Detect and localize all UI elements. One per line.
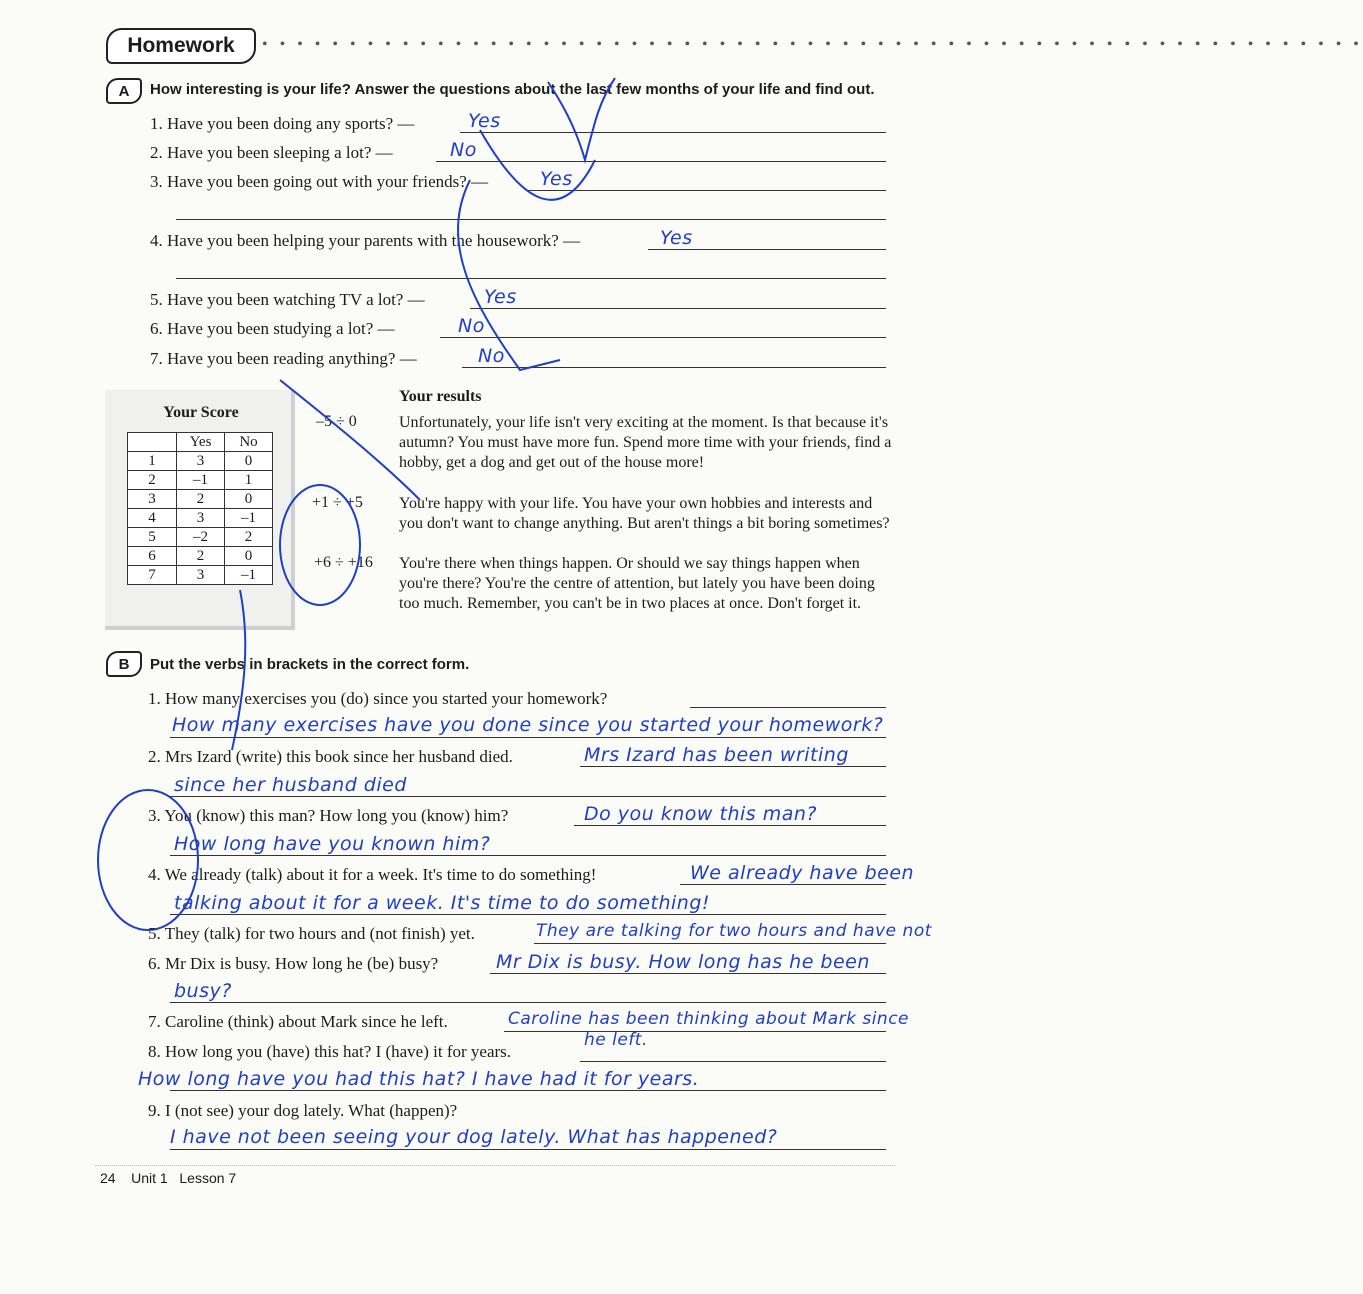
result-text-1: Unfortunately, your life isn't very exciting at the moment. Is that because it's autumn? You must have more fun. Spend more time with your friends, find a hobby, get a dog and get out of the house more! <box>399 414 892 471</box>
question-b9: 9. I (not see) your dog lately. What (happen)? <box>148 1101 458 1120</box>
question-b5: 5. They (talk) for two hours and (not finish) yet. <box>148 924 475 943</box>
answer-b3-line1[interactable]: Do you know this man? <box>584 803 817 825</box>
table-cell: 3 <box>177 509 225 528</box>
table-cell: –1 <box>177 471 225 490</box>
answer-b2-line1[interactable]: Mrs Izard has been writing <box>584 744 849 766</box>
page-number: 24 <box>100 1170 116 1186</box>
answer-a2[interactable]: No <box>450 139 477 161</box>
table-cell: 0 <box>225 490 273 509</box>
lesson-label: Lesson 7 <box>179 1170 237 1186</box>
question-a7: 7. Have you been reading anything? — <box>150 349 417 368</box>
question-b6: 6. Mr Dix is busy. How long he (be) busy? <box>148 954 439 973</box>
answer-b4-line1[interactable]: We already have been <box>690 862 915 884</box>
table-cell: 2 <box>225 528 273 547</box>
table-cell: 3 <box>177 452 225 471</box>
section-b-badge: B <box>106 651 142 677</box>
table-cell: 0 <box>225 452 273 471</box>
table-header-cell: No <box>225 433 273 452</box>
answer-b6-line1[interactable]: Mr Dix is busy. How long has he been <box>496 951 870 973</box>
answer-b9[interactable]: I have not been seeing your dog lately. What has happened? <box>170 1126 778 1148</box>
table-cell: 2 <box>177 490 225 509</box>
table-cell: 6 <box>128 547 177 566</box>
question-b8: 8. How long you (have) this hat? I (have) it for years. <box>148 1042 512 1061</box>
table-cell: 2 <box>177 547 225 566</box>
answer-b3-line2[interactable]: How long have you known him? <box>174 833 491 855</box>
answer-b1[interactable]: How many exercises have you done since you started your homework? <box>172 714 884 736</box>
table-cell: –1 <box>225 566 273 585</box>
table-cell: 7 <box>128 566 177 585</box>
circle-mark <box>280 485 360 605</box>
table-cell: –1 <box>225 509 273 528</box>
result-range-3: +6 ÷ +16 <box>314 554 373 571</box>
result-text-3: You're there when things happen. Or should we say things happen when you're there? You're the centre of attention, but lately you have been doing too much. Remember, you can't be in two places at once. Don't forget it. <box>399 555 875 612</box>
table-cell: 1 <box>128 452 177 471</box>
answer-a3[interactable]: Yes <box>540 168 573 190</box>
table-cell: –2 <box>177 528 225 547</box>
score-title: Your Score <box>163 404 239 421</box>
question-a6: 6. Have you been studying a lot? — <box>150 319 395 338</box>
section-a-instruction: How interesting is your life? Answer the questions about the last few months of your life and find out. <box>150 81 875 98</box>
answer-a4[interactable]: Yes <box>660 227 693 249</box>
answer-a5[interactable]: Yes <box>484 286 517 308</box>
table-cell: 3 <box>128 490 177 509</box>
grade-stroke <box>232 590 245 750</box>
page-footer <box>100 1170 236 1186</box>
grade-stroke <box>458 180 560 370</box>
answer-b8-line2[interactable]: How long have you had this hat? I have had it for years. <box>138 1068 700 1090</box>
question-a4: 4. Have you been helping your parents with the housework? — <box>150 231 581 250</box>
question-b1: 1. How many exercises you (do) since you started your homework? <box>148 689 608 708</box>
answer-b5[interactable]: They are talking for two hours and have not <box>536 921 932 941</box>
question-a3: 3. Have you been going out with your friends? — <box>150 172 489 191</box>
question-b2: 2. Mrs Izard (write) this book since her husband died. <box>148 747 513 766</box>
table-cell: 1 <box>225 471 273 490</box>
table-cell: 2 <box>128 471 177 490</box>
footer-rule <box>95 1165 895 1166</box>
grade-stroke <box>280 380 420 500</box>
answer-b4-line2[interactable]: talking about it for a week. It's time to do something! <box>174 892 711 914</box>
header-dotted-rule: • • • • • • • • • • • • • • • • • • • • • • • • • • • • • • • • • • • • • • • • • • • • • • • • • • • • • • • • • • • • • • • <box>262 36 1363 53</box>
section-b-instruction: Put the verbs in brackets in the correct form. <box>150 656 470 673</box>
checkmark-stroke <box>548 78 615 160</box>
question-b4: 4. We already (talk) about it for a week. It's time to do something! <box>148 865 597 884</box>
unit-label: Unit 1 <box>131 1170 168 1186</box>
answer-a1[interactable]: Yes <box>468 110 501 132</box>
table-cell: 3 <box>177 566 225 585</box>
answer-b2-line2[interactable]: since her husband died <box>174 774 407 796</box>
question-a1: 1. Have you been doing any sports? — <box>150 114 415 133</box>
result-text-2: You're happy with your life. You have your own hobbies and interests and you don't want to change anything. But aren't things a bit boring sometimes? <box>399 495 890 532</box>
results-title: Your results <box>399 388 482 405</box>
question-a2: 2. Have you been sleeping a lot? — <box>150 143 393 162</box>
circle-mark <box>98 790 198 930</box>
homework-title: Homework <box>106 28 256 64</box>
section-a-badge: A <box>106 78 142 104</box>
answer-a6[interactable]: No <box>458 315 485 337</box>
table-header-cell: Yes <box>177 433 225 452</box>
table-cell: 4 <box>128 509 177 528</box>
question-a5: 5. Have you been watching TV a lot? — <box>150 290 425 309</box>
answer-b7[interactable]: Caroline has been thinking about Mark since <box>508 1009 910 1029</box>
result-range-1: –5 ÷ 0 <box>316 413 357 430</box>
answer-a7[interactable]: No <box>478 345 505 367</box>
question-b7: 7. Caroline (think) about Mark since he left. <box>148 1012 448 1031</box>
table-cell: 5 <box>128 528 177 547</box>
result-range-2: +1 ÷ +5 <box>312 494 363 511</box>
answer-b6-line2[interactable]: busy? <box>174 980 232 1002</box>
table-cell: 0 <box>225 547 273 566</box>
question-b3: 3. You (know) this man? How long you (know) him? <box>148 806 509 825</box>
answer-b8-line1[interactable]: he left. <box>584 1030 648 1050</box>
